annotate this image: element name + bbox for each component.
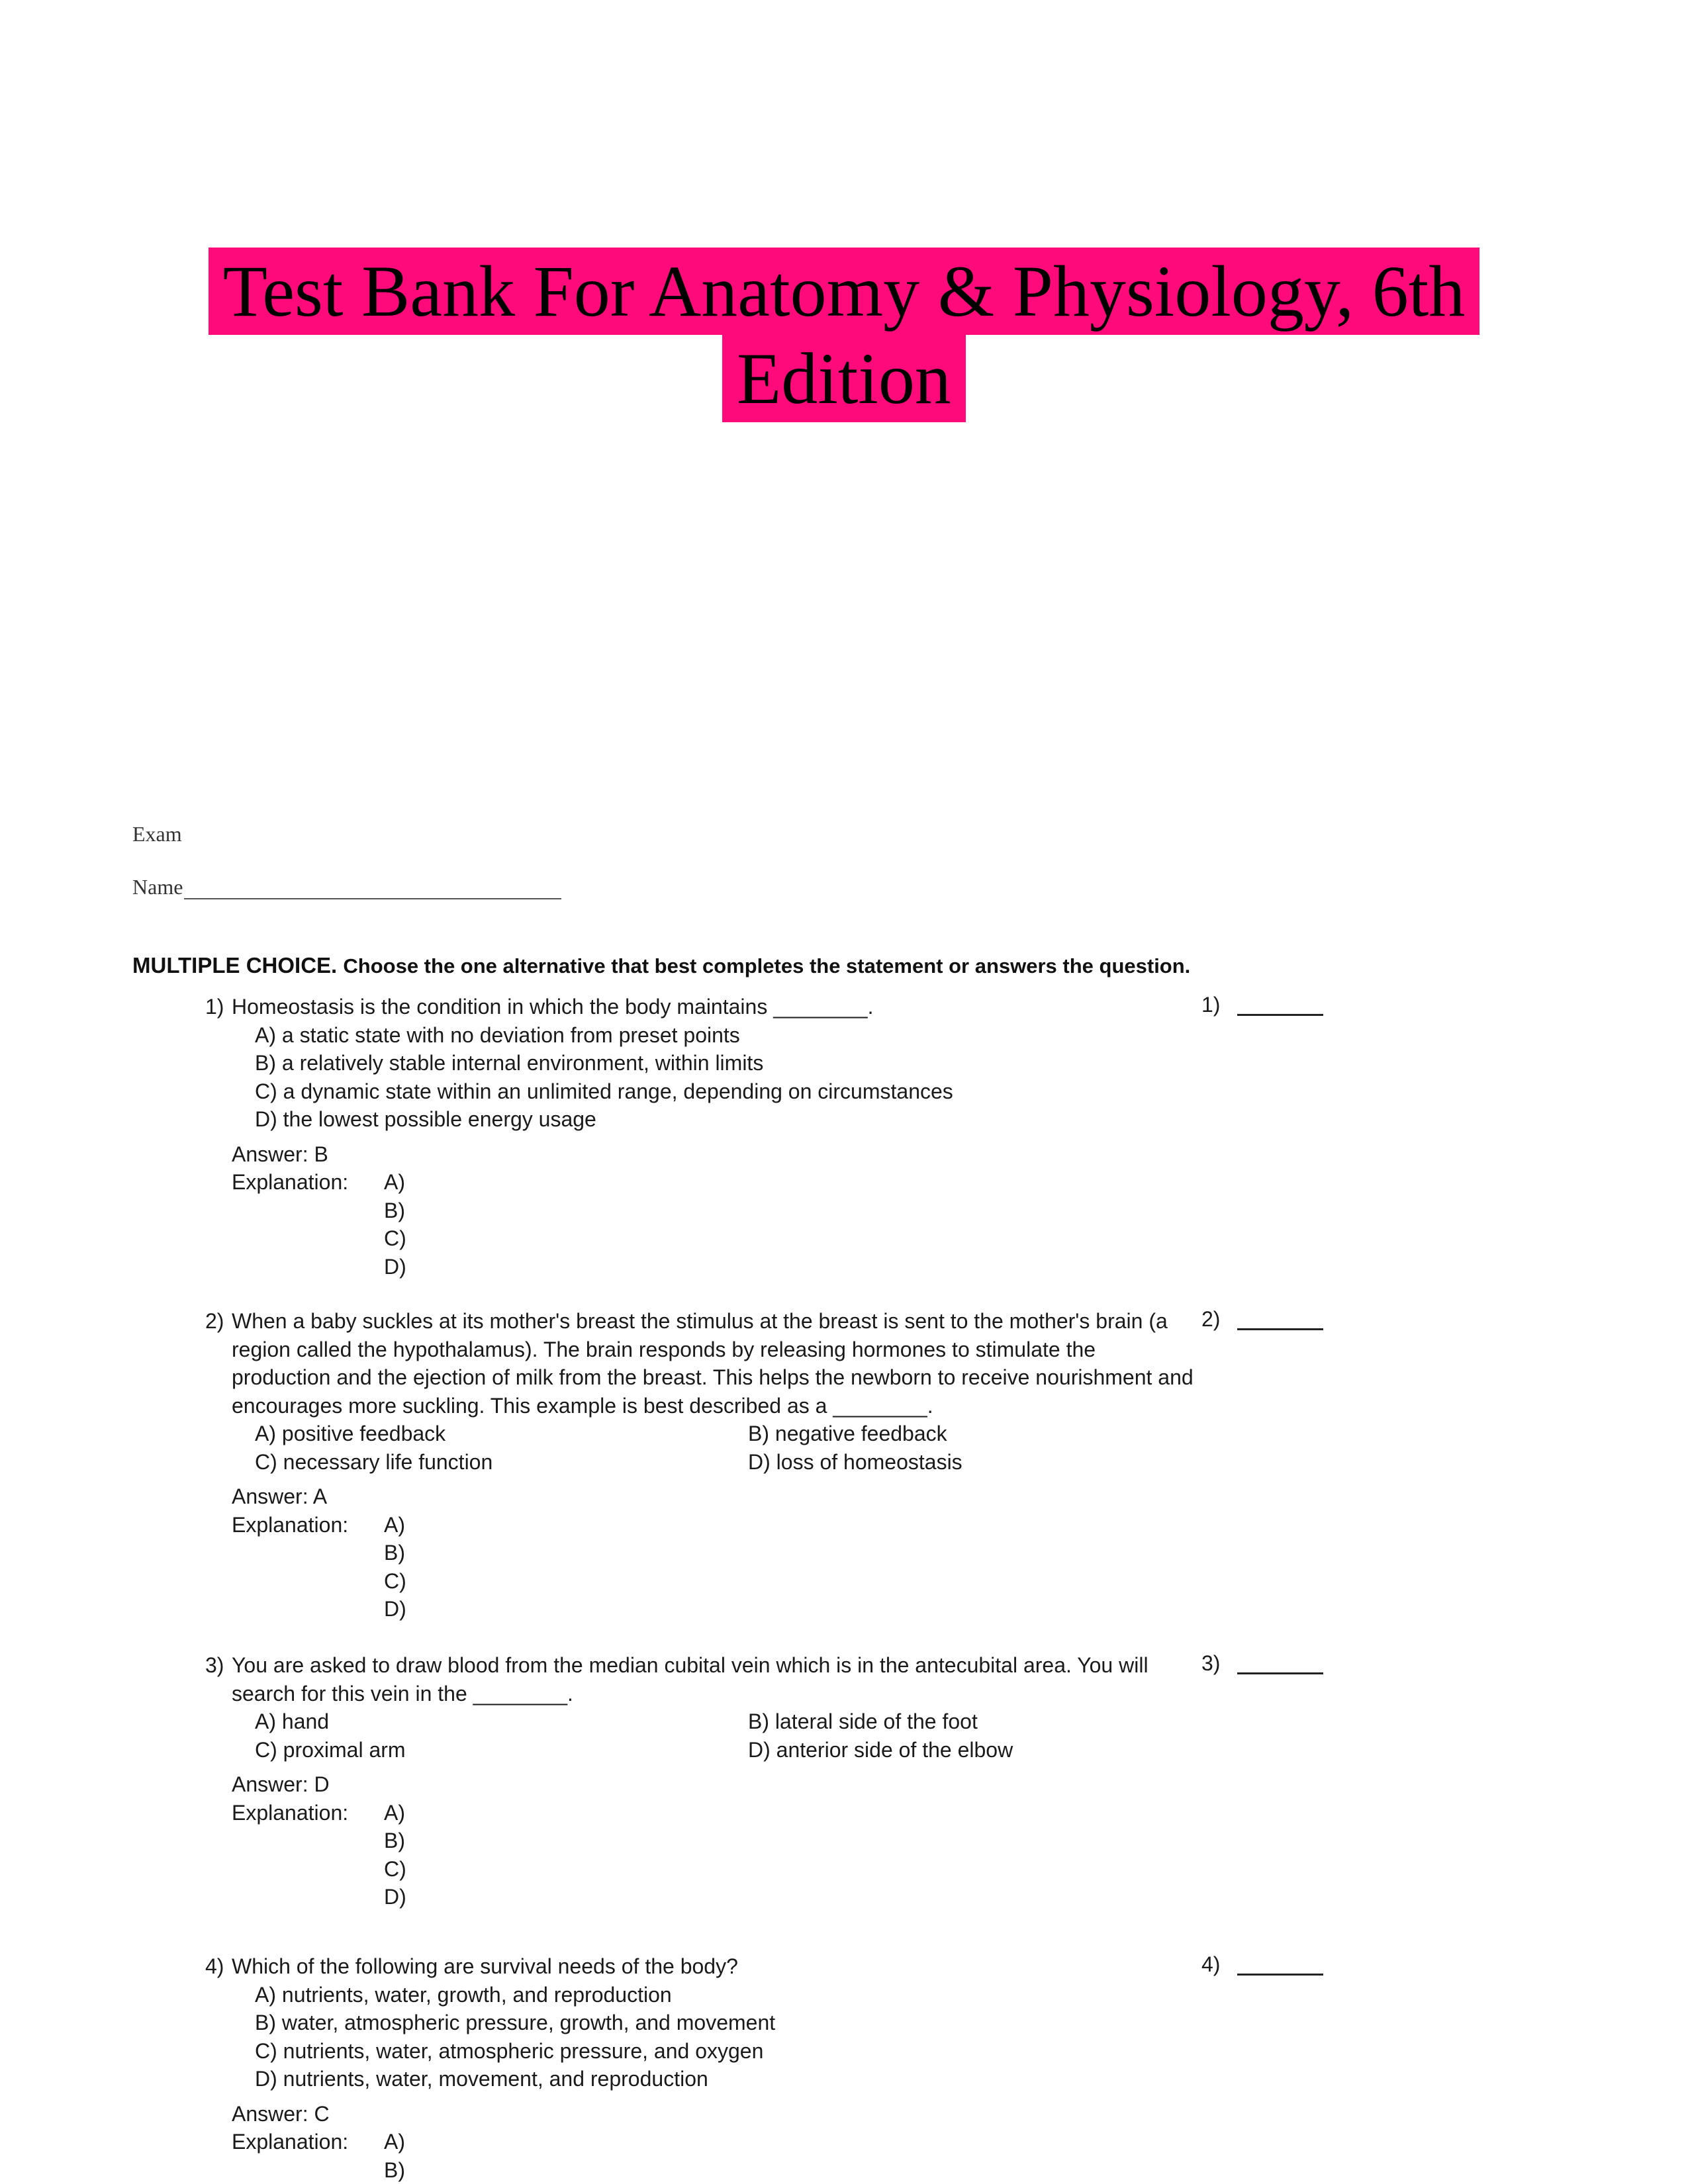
- explanation-letter: B): [384, 2158, 405, 2182]
- exam-label: Exam: [132, 822, 182, 846]
- explanation-letter: A): [384, 1800, 405, 1825]
- option-c: C) a dynamic state within an unlimited range, depending on circumstances: [255, 1079, 953, 1103]
- explanation-letter: B): [384, 1829, 405, 1852]
- explanation-block: [232, 1511, 1662, 1623]
- option-d: D) nutrients, water, movement, and reproduction: [255, 2067, 708, 2091]
- answer-line: Answer: B: [232, 1142, 328, 1166]
- question-number: 2): [205, 1309, 224, 1333]
- name-blank[interactable]: [184, 878, 561, 899]
- option-b: B) water, atmospheric pressure, growth, and movement: [255, 2011, 776, 2034]
- answer-blank-2[interactable]: [1201, 1307, 1327, 1332]
- question-2: [205, 1307, 1662, 1623]
- explanation-letter: C): [384, 1856, 406, 1881]
- explanation-block: [232, 2128, 1662, 2184]
- name-label: Name: [132, 875, 183, 899]
- answer-line: Answer: C: [232, 2101, 330, 2126]
- option-a: A) a static state with no deviation from preset points: [255, 1023, 740, 1047]
- option-d: D) anterior side of the elbow: [748, 1737, 1013, 1762]
- answer-blank-3[interactable]: [1201, 1651, 1327, 1676]
- option-list: [255, 1981, 1662, 2093]
- explanation-letter: C): [384, 1226, 406, 1250]
- explanation-letter: D): [384, 1885, 406, 1909]
- option-d: D) the lowest possible energy usage: [255, 1107, 596, 1131]
- question-3: [205, 1651, 1662, 1911]
- explanation-label: Explanation:: [232, 2130, 349, 2154]
- explanation-letter: D): [384, 1254, 406, 1279]
- answer-blank-number: 1): [1201, 993, 1221, 1017]
- answer-line: Answer: A: [232, 1484, 328, 1508]
- title-line-1: Test Bank For Anatomy & Physiology, 6th: [209, 248, 1480, 335]
- question-stem: Which of the following are survival needs of the body?: [232, 1954, 738, 1978]
- question-stem: When a baby suckles at its mother's breast the stimulus at the breast is sent to the mother's brain (a region called the hypothalamus). The brain responds by releasing hormones to stimulate the production and the ejection of milk from the breast. This helps the newborn to receive nourishment and encourages more suckling. This example is best described as a ________.: [232, 1309, 1194, 1418]
- explanation-block: [232, 1168, 1662, 1281]
- title-line-2: Edition: [722, 335, 966, 422]
- option-d: D) loss of homeostasis: [748, 1449, 962, 1474]
- explanation-label: Explanation:: [232, 1800, 349, 1825]
- explanation-letter: A): [384, 1170, 405, 1194]
- explanation-letter: D): [384, 1597, 406, 1621]
- explanation-block: [232, 1799, 1662, 1911]
- option-b: B) a relatively stable internal environment, within limits: [255, 1051, 764, 1075]
- answer-blank-1[interactable]: [1201, 993, 1327, 1017]
- section-heading: [132, 953, 1190, 978]
- explanation-letter: B): [384, 1198, 405, 1222]
- option-a: A) hand: [255, 1709, 330, 1733]
- section-heading-bold: MULTIPLE CHOICE.: [132, 953, 338, 978]
- question-number: 3): [205, 1653, 224, 1677]
- answer-blank-4[interactable]: [1201, 1952, 1327, 1977]
- name-field[interactable]: [132, 875, 561, 899]
- explanation-label: Explanation:: [232, 1170, 349, 1194]
- answer-blank-line[interactable]: [1237, 1653, 1323, 1674]
- answer-blank-line[interactable]: [1237, 1954, 1323, 1976]
- question-1: [205, 993, 1662, 1281]
- explanation-letter: A): [384, 1512, 405, 1537]
- option-list: [255, 1707, 1662, 1764]
- question-stem: You are asked to draw blood from the median cubital vein which is in the antecubital area. You will search for this vein in the ________.: [232, 1653, 1149, 1706]
- question-4: [205, 1952, 1662, 2184]
- explanation-letter: C): [384, 1569, 406, 1593]
- answer-blank-number: 4): [1201, 1952, 1221, 1976]
- option-list: [255, 1420, 1662, 1476]
- option-b: B) negative feedback: [748, 1422, 947, 1445]
- option-c: C) proximal arm: [255, 1737, 406, 1762]
- answer-blank-line[interactable]: [1237, 1308, 1323, 1330]
- explanation-letter: A): [384, 2130, 405, 2154]
- answer-blank-number: 3): [1201, 1651, 1221, 1675]
- answer-blank-line[interactable]: [1237, 994, 1323, 1016]
- answer-blank-number: 2): [1201, 1307, 1221, 1331]
- option-list: [255, 1021, 1662, 1134]
- answer-line: Answer: D: [232, 1772, 330, 1796]
- question-number: 4): [205, 1954, 224, 1978]
- section-heading-instructions: Choose the one alternative that best completes the statement or answers the question.: [343, 954, 1191, 978]
- option-a: A) positive feedback: [255, 1422, 446, 1445]
- question-number: 1): [205, 995, 224, 1019]
- document-title: [0, 248, 1688, 422]
- option-a: A) nutrients, water, growth, and reproduction: [255, 1982, 672, 2007]
- option-b: B) lateral side of the foot: [748, 1709, 978, 1733]
- explanation-letter: B): [384, 1541, 405, 1565]
- question-stem: Homeostasis is the condition in which the body maintains ________.: [232, 995, 874, 1019]
- option-c: C) nutrients, water, atmospheric pressure, and oxygen: [255, 2038, 764, 2063]
- explanation-label: Explanation:: [232, 1512, 349, 1537]
- option-c: C) necessary life function: [255, 1449, 493, 1474]
